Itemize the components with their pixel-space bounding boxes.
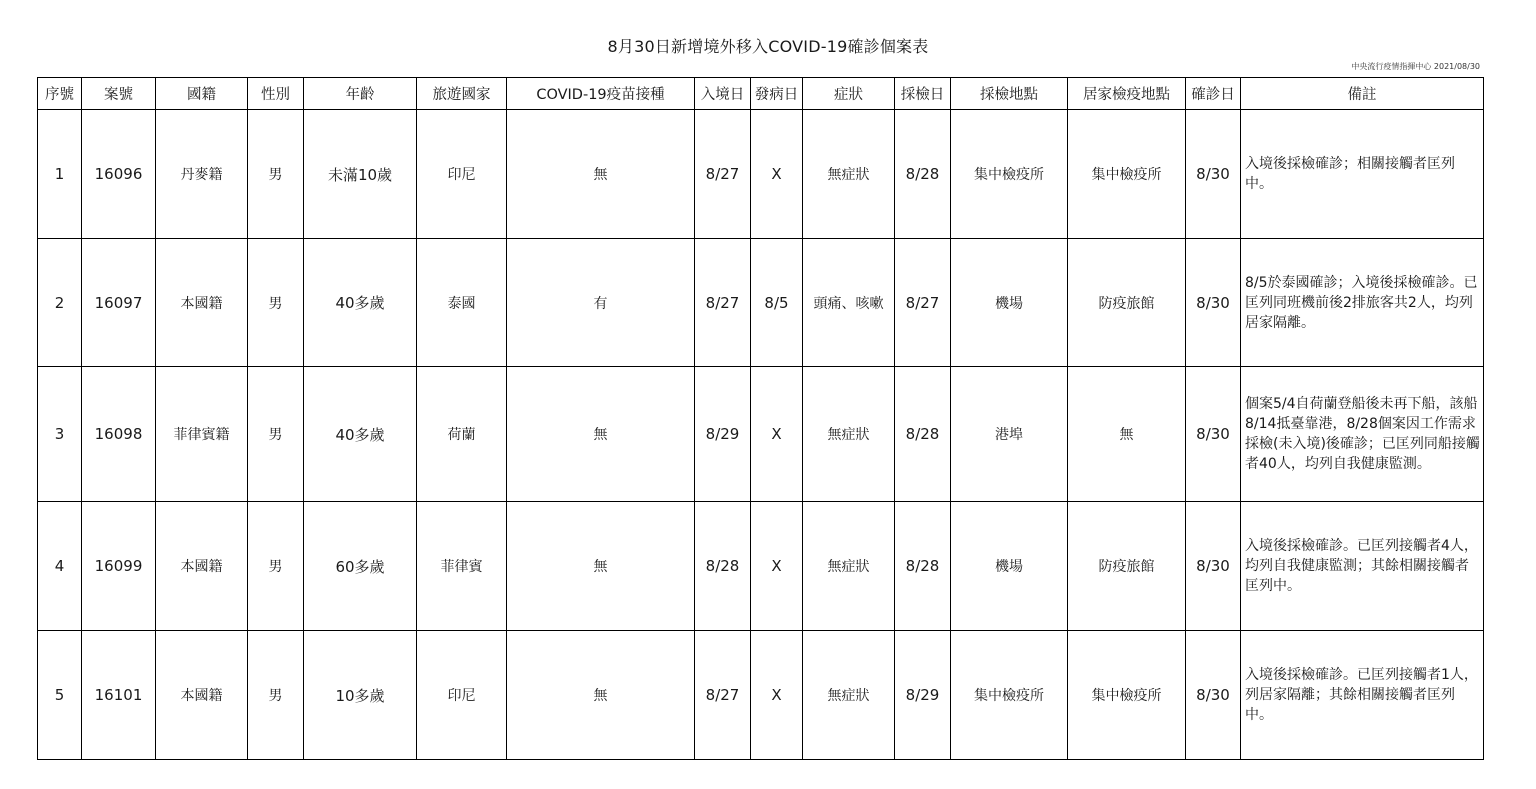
cell-vaccination: 無 bbox=[507, 110, 695, 239]
cell-test-site: 機場 bbox=[951, 239, 1068, 367]
cell-onset-date: X bbox=[751, 502, 803, 631]
cell-symptoms: 無症狀 bbox=[803, 631, 895, 760]
cell-sex: 男 bbox=[248, 367, 304, 502]
cell-confirm-date: 8/30 bbox=[1186, 239, 1241, 367]
col-header-onset-date: 發病日 bbox=[751, 78, 803, 110]
cell-entry-date: 8/27 bbox=[695, 631, 751, 760]
cell-age: 60多歲 bbox=[304, 502, 417, 631]
cell-case-no: 16101 bbox=[82, 631, 156, 760]
table-header-row bbox=[38, 78, 1484, 110]
cell-travel-country: 荷蘭 bbox=[417, 367, 507, 502]
table-row bbox=[38, 239, 1484, 367]
cell-quarantine-site: 集中檢疫所 bbox=[1068, 631, 1186, 760]
col-header-confirm-date: 確診日 bbox=[1186, 78, 1241, 110]
table-row bbox=[38, 631, 1484, 760]
cell-remarks: 個案5/4自荷蘭登船後未再下船，該船8/14抵臺靠港，8/28個案因工作需求採檢(未入境)後確診；已匡列同船接觸者40人，均列自我健康監測。 bbox=[1241, 367, 1484, 502]
cell-confirm-date: 8/30 bbox=[1186, 110, 1241, 239]
cell-nationality: 本國籍 bbox=[156, 631, 248, 760]
cell-case-no: 16097 bbox=[82, 239, 156, 367]
cell-sex: 男 bbox=[248, 502, 304, 631]
col-header-entry-date: 入境日 bbox=[695, 78, 751, 110]
cell-onset-date: X bbox=[751, 110, 803, 239]
col-header-quarantine-site: 居家檢疫地點 bbox=[1068, 78, 1186, 110]
cell-entry-date: 8/27 bbox=[695, 110, 751, 239]
cell-confirm-date: 8/30 bbox=[1186, 502, 1241, 631]
cell-travel-country: 印尼 bbox=[417, 631, 507, 760]
cell-nationality: 本國籍 bbox=[156, 502, 248, 631]
source-note: 中央流行疫情指揮中心 2021/08/30 bbox=[1351, 62, 1480, 71]
cell-age: 未滿10歲 bbox=[304, 110, 417, 239]
cell-age: 10多歲 bbox=[304, 631, 417, 760]
cell-vaccination: 無 bbox=[507, 367, 695, 502]
col-header-age: 年齡 bbox=[304, 78, 417, 110]
table-row bbox=[38, 502, 1484, 631]
cell-seq: 2 bbox=[38, 239, 82, 367]
cell-case-no: 16098 bbox=[82, 367, 156, 502]
cell-test-site: 機場 bbox=[951, 502, 1068, 631]
cell-seq: 1 bbox=[38, 110, 82, 239]
cell-seq: 4 bbox=[38, 502, 82, 631]
col-header-test-date: 採檢日 bbox=[895, 78, 951, 110]
cell-vaccination: 無 bbox=[507, 502, 695, 631]
cell-confirm-date: 8/30 bbox=[1186, 631, 1241, 760]
cell-nationality: 菲律賓籍 bbox=[156, 367, 248, 502]
document-title: 8月30日新增境外移入COVID-19確診個案表 bbox=[607, 37, 929, 56]
cell-case-no: 16099 bbox=[82, 502, 156, 631]
cell-quarantine-site: 防疫旅館 bbox=[1068, 239, 1186, 367]
cell-vaccination: 無 bbox=[507, 631, 695, 760]
cell-test-date: 8/28 bbox=[895, 110, 951, 239]
cell-quarantine-site: 防疫旅館 bbox=[1068, 502, 1186, 631]
cell-test-site: 集中檢疫所 bbox=[951, 110, 1068, 239]
table-row bbox=[38, 367, 1484, 502]
case-table bbox=[37, 77, 1484, 760]
cell-age: 40多歲 bbox=[304, 367, 417, 502]
cell-entry-date: 8/27 bbox=[695, 239, 751, 367]
col-header-travel-country: 旅遊國家 bbox=[417, 78, 507, 110]
cell-quarantine-site: 集中檢疫所 bbox=[1068, 110, 1186, 239]
cell-remarks: 入境後採檢確診。已匡列接觸者4人，均列自我健康監測；其餘相關接觸者匡列中。 bbox=[1241, 502, 1484, 631]
cell-remarks: 入境後採檢確診。已匡列接觸者1人，列居家隔離；其餘相關接觸者匡列中。 bbox=[1241, 631, 1484, 760]
cell-case-no: 16096 bbox=[82, 110, 156, 239]
cell-travel-country: 印尼 bbox=[417, 110, 507, 239]
table-row bbox=[38, 110, 1484, 239]
cell-remarks: 入境後採檢確診；相關接觸者匡列中。 bbox=[1241, 110, 1484, 239]
col-header-nationality: 國籍 bbox=[156, 78, 248, 110]
cell-entry-date: 8/28 bbox=[695, 502, 751, 631]
cell-sex: 男 bbox=[248, 631, 304, 760]
col-header-test-site: 採檢地點 bbox=[951, 78, 1068, 110]
cell-vaccination: 有 bbox=[507, 239, 695, 367]
col-header-remarks: 備註 bbox=[1241, 78, 1484, 110]
cell-quarantine-site: 無 bbox=[1068, 367, 1186, 502]
cell-travel-country: 泰國 bbox=[417, 239, 507, 367]
cell-age: 40多歲 bbox=[304, 239, 417, 367]
cell-nationality: 丹麥籍 bbox=[156, 110, 248, 239]
cell-sex: 男 bbox=[248, 110, 304, 239]
col-header-case-no: 案號 bbox=[82, 78, 156, 110]
cell-symptoms: 無症狀 bbox=[803, 367, 895, 502]
col-header-seq: 序號 bbox=[38, 78, 82, 110]
cell-test-date: 8/29 bbox=[895, 631, 951, 760]
cell-onset-date: X bbox=[751, 367, 803, 502]
cell-test-date: 8/27 bbox=[895, 239, 951, 367]
cell-entry-date: 8/29 bbox=[695, 367, 751, 502]
cell-seq: 5 bbox=[38, 631, 82, 760]
col-header-sex: 性別 bbox=[248, 78, 304, 110]
cell-test-date: 8/28 bbox=[895, 367, 951, 502]
cell-seq: 3 bbox=[38, 367, 82, 502]
cell-symptoms: 頭痛、咳嗽 bbox=[803, 239, 895, 367]
cell-test-date: 8/28 bbox=[895, 502, 951, 631]
cell-remarks: 8/5於泰國確診；入境後採檢確診。已匡列同班機前後2排旅客共2人，均列居家隔離。 bbox=[1241, 239, 1484, 367]
cell-test-site: 集中檢疫所 bbox=[951, 631, 1068, 760]
cell-test-site: 港埠 bbox=[951, 367, 1068, 502]
cell-symptoms: 無症狀 bbox=[803, 110, 895, 239]
cell-confirm-date: 8/30 bbox=[1186, 367, 1241, 502]
cell-onset-date: X bbox=[751, 631, 803, 760]
col-header-vaccination: COVID-19疫苗接種 bbox=[507, 78, 695, 110]
cell-nationality: 本國籍 bbox=[156, 239, 248, 367]
cell-symptoms: 無症狀 bbox=[803, 502, 895, 631]
col-header-symptoms: 症狀 bbox=[803, 78, 895, 110]
cell-onset-date: 8/5 bbox=[751, 239, 803, 367]
cell-sex: 男 bbox=[248, 239, 304, 367]
cell-travel-country: 菲律賓 bbox=[417, 502, 507, 631]
